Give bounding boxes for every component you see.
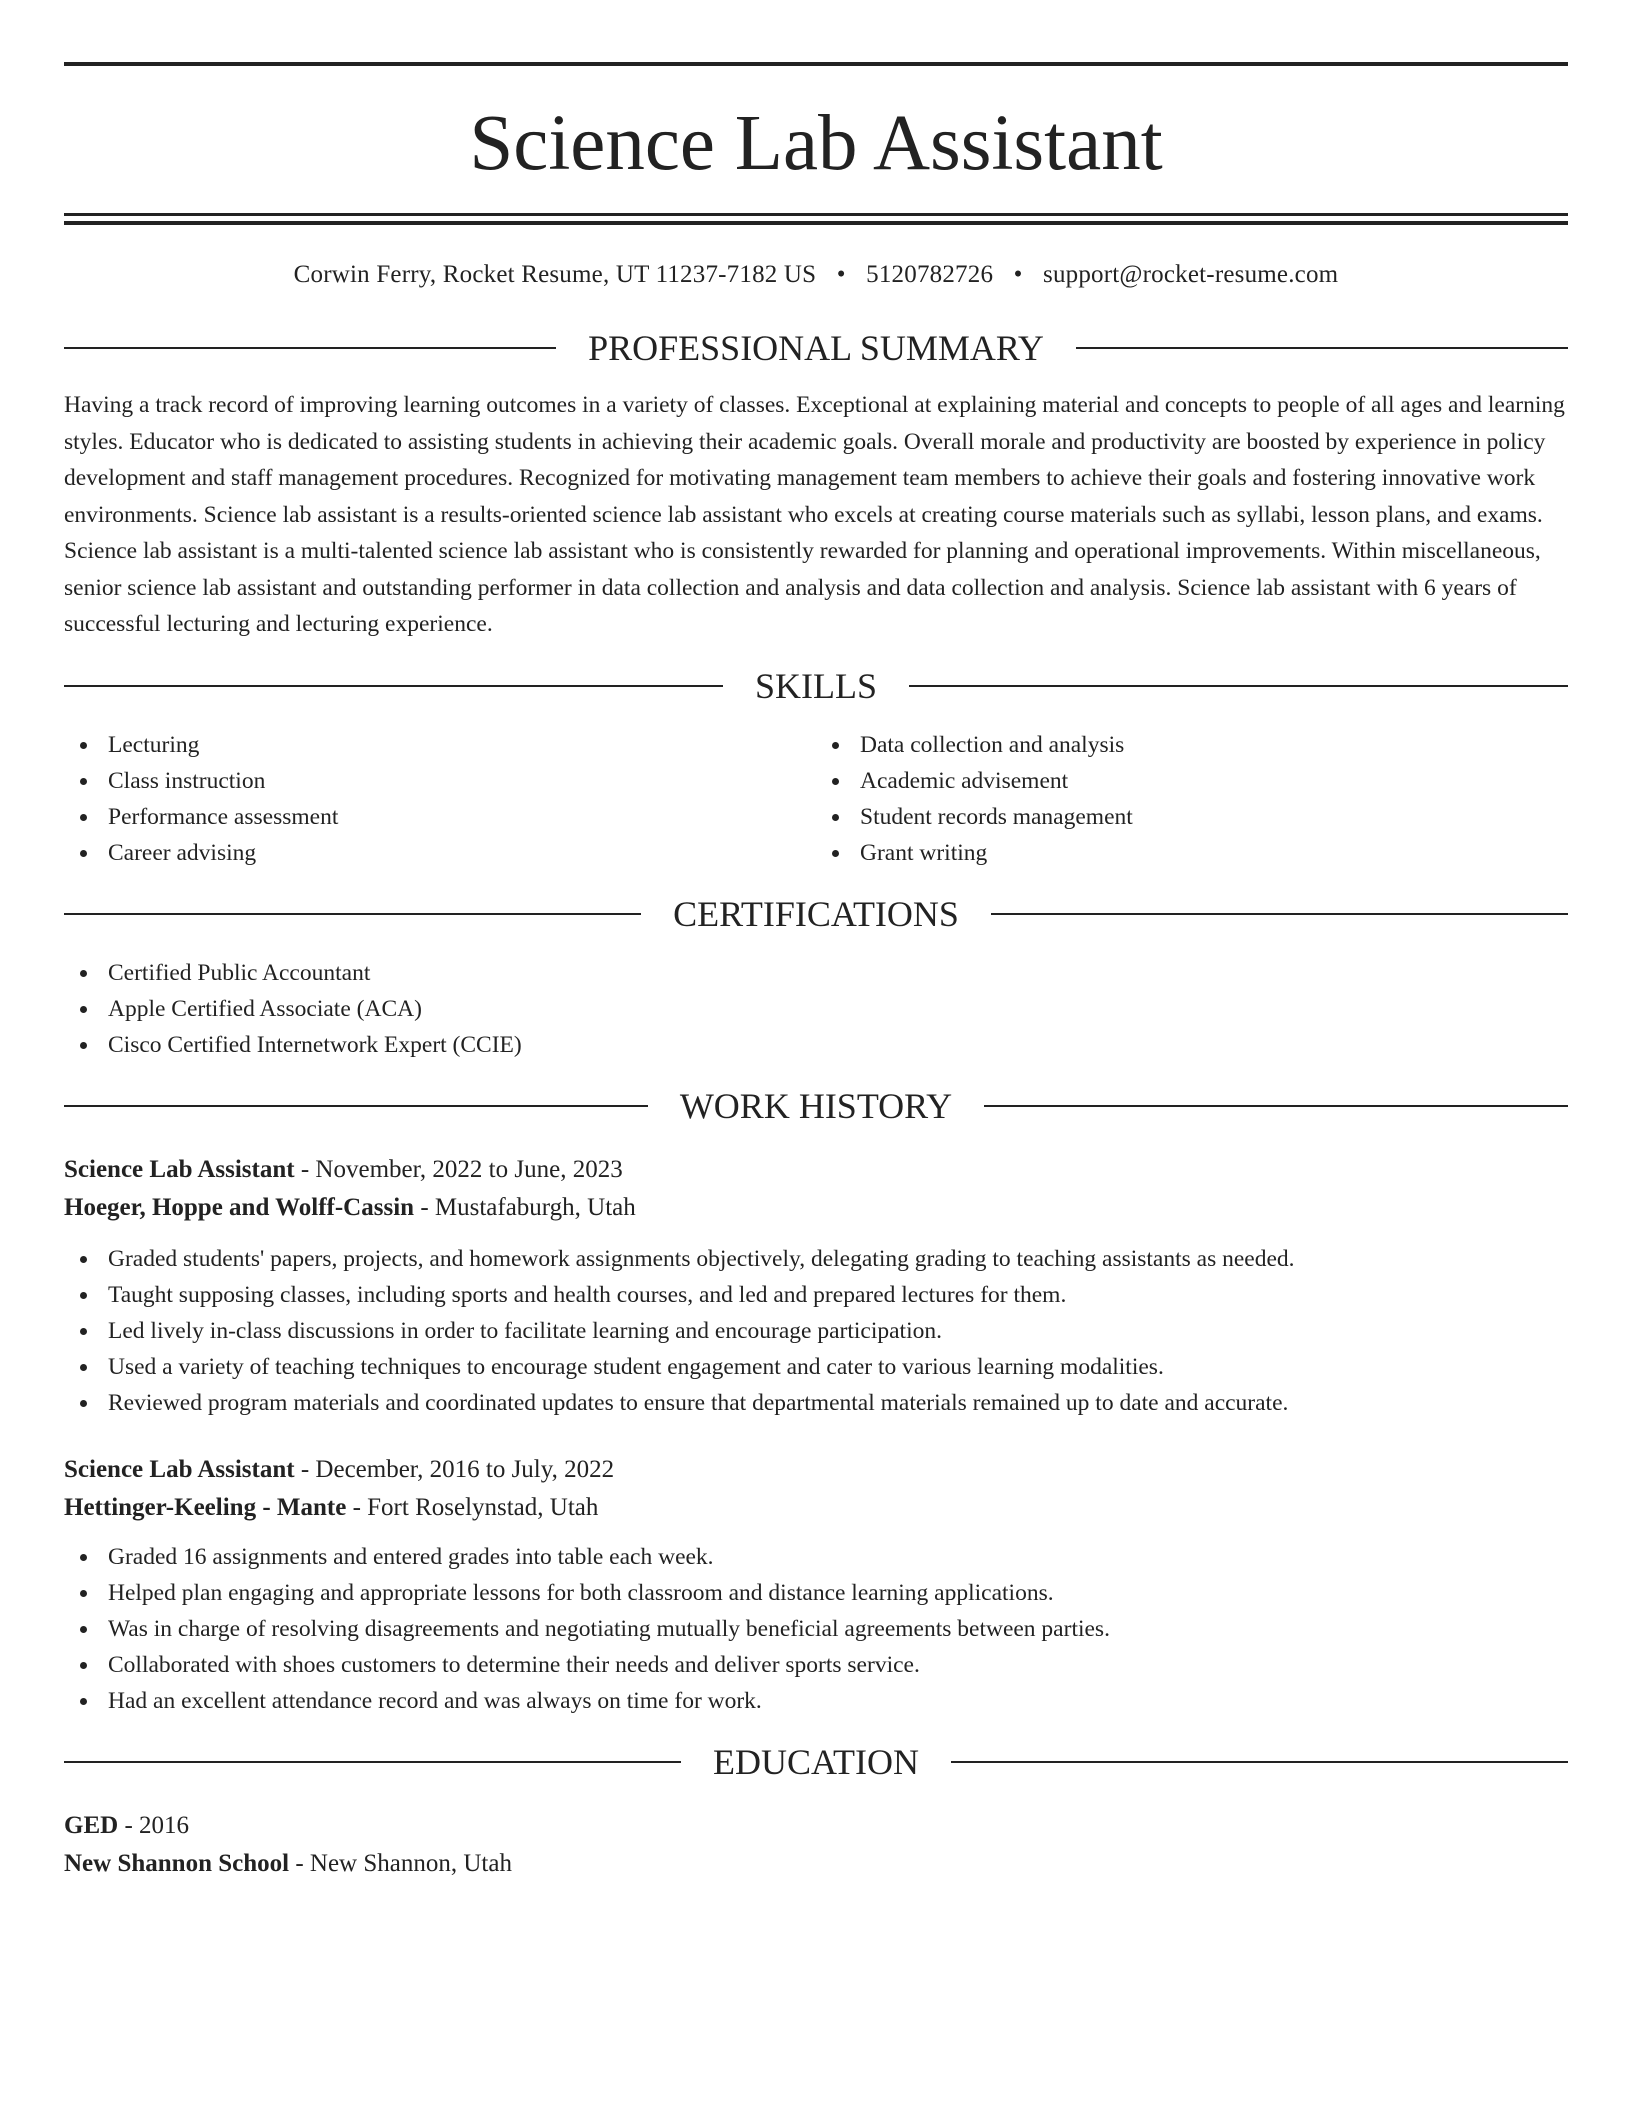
job-company-line [64,1489,1568,1527]
job-bullet: Led lively in-class discussions in order to facilitate learning and encourage participation. [64,1313,1568,1349]
job-bullets [64,1539,1568,1719]
education-heading-text: EDUCATION [713,1741,919,1782]
skills-heading-text: SKILLS [755,665,878,706]
skill-item: Lecturing [64,727,816,763]
skills-column-left [64,727,816,871]
job-dates: - December, 2016 to July, 2022 [294,1455,615,1483]
skill-item: Academic advisement [816,763,1568,799]
resume-name: Science Lab Assistant [469,100,1163,187]
certification-item: Certified Public Accountant [64,955,1568,991]
certifications-list [64,955,1568,1063]
education-heading [64,1741,1568,1783]
skill-item: Class instruction [64,763,816,799]
work-heading-text: WORK HISTORY [679,1085,953,1126]
skill-item: Data collection and analysis [816,727,1568,763]
education-location: - New Shannon, Utah [289,1849,512,1877]
job-dates: - November, 2022 to June, 2023 [294,1155,623,1183]
job-title: Science Lab Assistant [64,1455,295,1483]
education-degree: GED [64,1811,119,1839]
education-entry [64,1807,1568,1883]
contact-separator: • [836,261,846,288]
summary-heading [64,327,1568,369]
summary-heading-text: PROFESSIONAL SUMMARY [588,328,1044,368]
skills-list [64,727,1568,871]
job-location: - Mustafaburgh, Utah [414,1193,636,1221]
double-rule [64,213,1568,225]
job-company: Hettinger-Keeling - Mante [64,1493,347,1521]
job-location: - Fort Roselynstad, Utah [346,1493,599,1521]
job-bullet: Used a variety of teaching techniques to encourage student engagement and cater to various learning modalities. [64,1349,1568,1385]
contact-address: Corwin Ferry, Rocket Resume, UT 11237-7182 US [293,261,817,288]
skill-item: Grant writing [816,835,1568,871]
job-title-line [64,1151,1568,1189]
summary-text: Having a track record of improving learning outcomes in a variety of classes. Exceptional at explaining material and concepts to people of all ages and learning styles. Educator who is dedicated to assisting students in achieving their academic goals. Overall morale and productivity are boosted by experience in policy development and staff management procedures. Recognized for motivating management team members to achieve their goals and fostering innovative work environments. Science lab assistant is a results-oriented science lab assistant who excels at creating course materials such as syllabi, lesson plans, and exams. Science lab assistant is a multi-talented science lab assistant who is consistently rewarded for planning and operational improvements. Within miscellaneous, senior science lab assistant and outstanding performer in data collection and analysis and data collection and analysis. Science lab assistant with 6 years of successful lecturing and lecturing experience. [64,392,1565,637]
certification-item: Cisco Certified Internetwork Expert (CCIE) [64,1027,1568,1063]
job-bullets [64,1241,1568,1421]
education-degree-line [64,1807,1568,1845]
skill-item: Performance assessment [64,799,816,835]
top-rule [64,62,1568,66]
education-school: New Shannon School [64,1849,290,1877]
certifications-heading [64,893,1568,935]
job-entry [64,1451,1568,1719]
job-title: Science Lab Assistant [64,1155,295,1183]
work-heading [64,1085,1568,1127]
job-bullet: Reviewed program materials and coordinated updates to ensure that departmental materials remained up to date and accurate. [64,1385,1568,1421]
job-company-line [64,1189,1568,1227]
job-bullet: Graded 16 assignments and entered grades into table each week. [64,1539,1568,1575]
skill-item: Career advising [64,835,816,871]
contact-separator: • [1013,261,1023,288]
education-year: - 2016 [118,1811,190,1839]
job-bullet: Had an excellent attendance record and was always on time for work. [64,1683,1568,1719]
education-school-line [64,1845,1568,1883]
job-bullet: Collaborated with shoes customers to determine their needs and deliver sports service. [64,1647,1568,1683]
contact-email: support@rocket-resume.com [1043,261,1339,288]
job-bullet: Was in charge of resolving disagreements and negotiating mutually beneficial agreements between parties. [64,1611,1568,1647]
job-title-line [64,1451,1568,1489]
job-bullet: Helped plan engaging and appropriate lessons for both classroom and distance learning applications. [64,1575,1568,1611]
contact-line [64,261,1568,289]
certification-item: Apple Certified Associate (ACA) [64,991,1568,1027]
job-bullet: Taught supposing classes, including sports and health courses, and led and prepared lectures for them. [64,1277,1568,1313]
contact-phone: 5120782726 [866,261,994,288]
skill-item: Student records management [816,799,1568,835]
skills-heading [64,665,1568,707]
job-bullet: Graded students' papers, projects, and homework assignments objectively, delegating grading to teaching assistants as needed. [64,1241,1568,1277]
skills-column-right [816,727,1568,871]
job-entry [64,1151,1568,1421]
certifications-heading-text: CERTIFICATIONS [673,893,959,934]
job-company: Hoeger, Hoppe and Wolff-Cassin [64,1193,415,1221]
